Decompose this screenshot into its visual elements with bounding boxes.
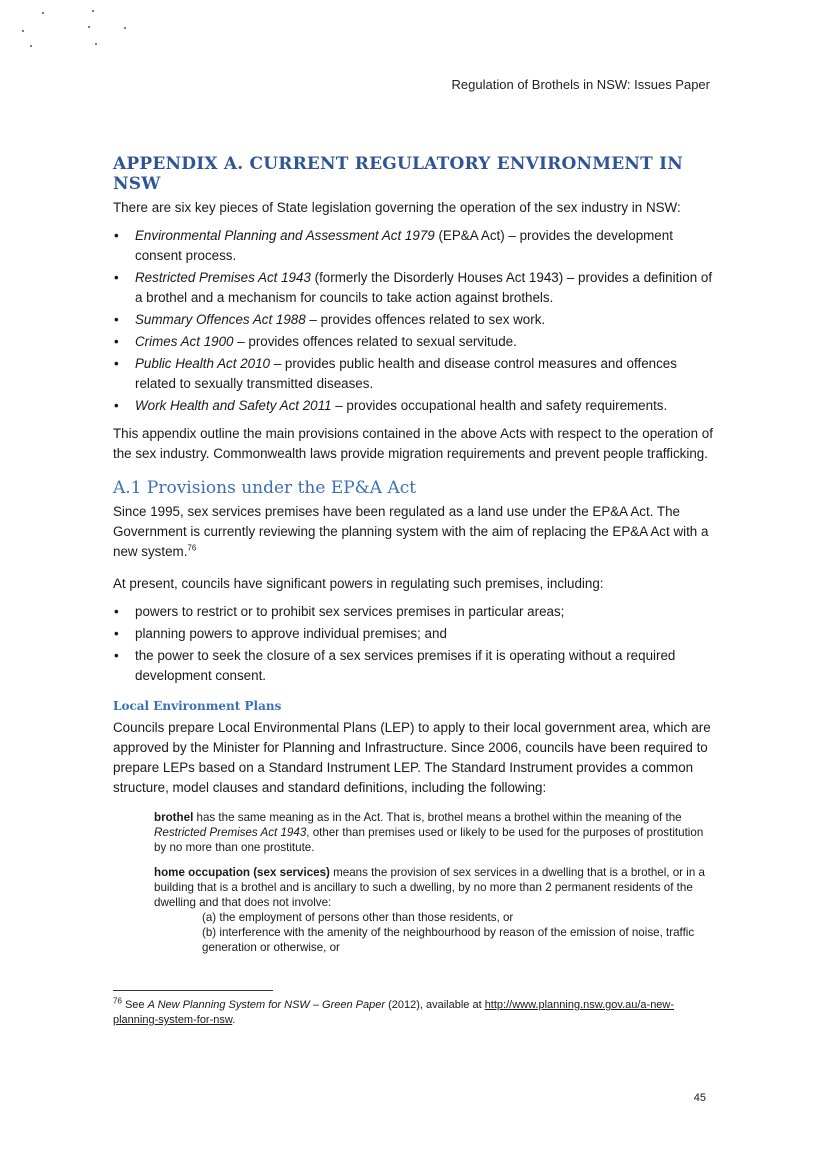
scan-speck xyxy=(30,45,32,47)
list-item: • Crimes Act 1900 – provides offences related to sexual servitude. xyxy=(113,332,713,352)
definition-item-b: (b) interference with the amenity of the neighbourhood by reason of the emission of noise, traffic generation or otherwise, or xyxy=(202,926,695,954)
scan-speck xyxy=(42,12,44,14)
list-item: • Environmental Planning and Assessment Act 1979 (EP&A Act) – provides the development consent process. xyxy=(113,226,713,266)
appendix-title: APPENDIX A. CURRENT REGULATORY ENVIRONMENT IN NSW xyxy=(113,154,684,194)
page-number: 45 xyxy=(693,1092,706,1104)
lep-para: Councils prepare Local Environmental Plans (LEP) to apply to their local government area, which are approved by the Minister for Planning and Infrastructure. Since 2006, councils have been required to prepare LEPs based on a Standard Instrument LEP. The Standard Instrument provides a common structure, model clauses and standard definitions, including the following: xyxy=(113,720,711,795)
section-a1-para2: At present, councils have significant powers in regulating such premises, including: xyxy=(113,576,604,591)
running-header: Regulation of Brothels in NSW: Issues Paper xyxy=(451,77,710,92)
definitions-block xyxy=(154,810,714,955)
definition-home-occupation: home occupation (sex services) means the provision of sex services in a dwelling that is a brothel, or in a building that is a brothel and is ancillary to such a dwelling, by no more than 2 permanent residents of the dwelling and that does not involve: xyxy=(154,866,705,909)
powers-list xyxy=(113,602,713,686)
list-item: • powers to restrict or to prohibit sex services premises in particular areas; xyxy=(113,602,713,622)
list-item: • planning powers to approve individual premises; and xyxy=(113,624,713,644)
list-item: • Summary Offences Act 1988 – provides offences related to sex work. xyxy=(113,310,713,330)
footnote-ref: 76 xyxy=(187,543,197,553)
list-item: • Work Health and Safety Act 2011 – provides occupational health and safety requirements. xyxy=(113,396,713,416)
acts-list xyxy=(113,226,713,416)
section-a1-heading: A.1 Provisions under the EP&A Act xyxy=(113,478,417,498)
scan-speck xyxy=(95,43,97,45)
appendix-outline: This appendix outline the main provisions contained in the above Acts with respect to the operation of the sex industry. Commonwealth laws provide migration requirements and prevent people trafficking. xyxy=(113,426,713,461)
footnote-link[interactable]: http://www.planning.nsw.gov.au/a-new-planning-system-for-nsw xyxy=(113,999,675,1026)
list-item: • Public Health Act 2010 – provides public health and disease control measures and offences related to sexually transmitted diseases. xyxy=(113,354,713,394)
scan-speck xyxy=(88,26,90,28)
footnote-divider xyxy=(113,990,273,991)
definition-item-a: (a) the employment of persons other than those residents, or xyxy=(202,911,514,924)
appendix-intro: There are six key pieces of State legislation governing the operation of the sex industry in NSW: xyxy=(113,200,681,215)
list-item: • Restricted Premises Act 1943 (formerly the Disorderly Houses Act 1943) – provides a definition of a brothel and a mechanism for councils to take action against brothels. xyxy=(113,268,713,308)
page-content xyxy=(113,154,713,955)
scan-speck xyxy=(124,27,126,29)
list-item: • the power to seek the closure of a sex services premises if it is operating without a required development consent. xyxy=(113,646,713,686)
scan-speck xyxy=(22,30,24,32)
footnote: $^{76}$ See A New Planning System for NSW – Green Paper (2012), available at http://www.planning.nsw.gov.au/a-new-planning-system-for-nsw. xyxy=(113,996,675,1026)
section-a1-para1: Since 1995, sex services premises have been regulated as a land use under the EP&A Act. The Government is currently reviewing the planning system with the aim of replacing the EP&A Act with a new system.$^{76}$ xyxy=(113,504,709,559)
scan-speck xyxy=(92,10,94,12)
lep-heading: Local Environment Plans xyxy=(113,699,282,713)
definition-brothel: brothel has the same meaning as in the Act. That is, brothel means a brothel within the meaning of the Restricted Premises Act 1943, other than premises used or likely to be used for the purposes of prostitution by no more than one prostitute. xyxy=(154,811,704,854)
